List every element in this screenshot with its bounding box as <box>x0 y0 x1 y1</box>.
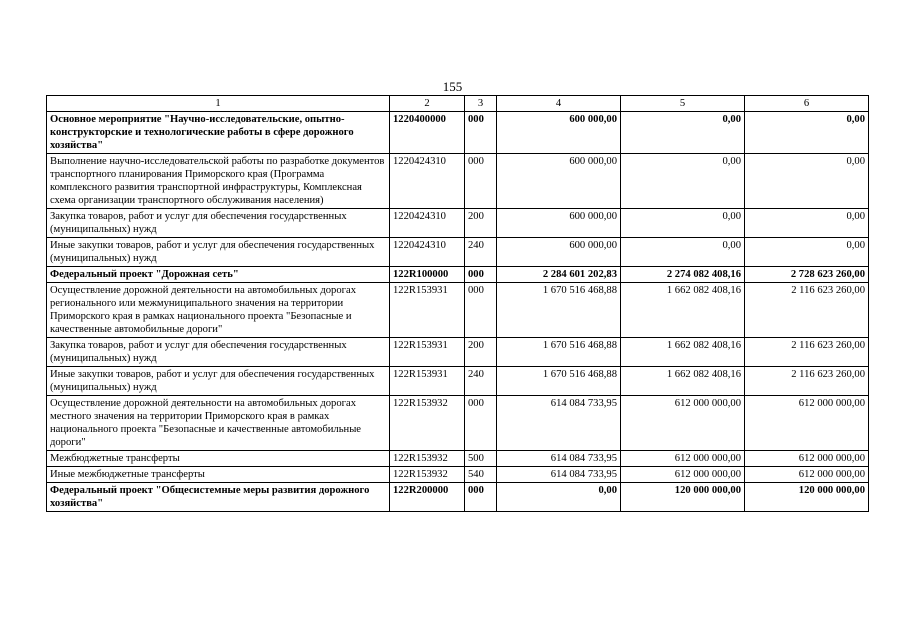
cell-year3: 0,00 <box>745 112 869 154</box>
cell-year1: 614 084 733,95 <box>497 451 621 467</box>
table-row <box>47 112 869 154</box>
cell-name: Осуществление дорожной деятельности на автомобильных дорогах регионального или межмуниципального значения на территории Приморского края в рамках национального проекта "Безопасные и качественные автомобильные дороги" <box>47 283 390 338</box>
cell-code: 122R153931 <box>390 338 465 367</box>
cell-year2: 1 662 082 408,16 <box>621 283 745 338</box>
cell-year3: 612 000 000,00 <box>745 396 869 451</box>
cell-name: Федеральный проект "Дорожная сеть" <box>47 267 390 283</box>
cell-type: 240 <box>465 238 497 267</box>
cell-year2: 612 000 000,00 <box>621 396 745 451</box>
table-row <box>47 367 869 396</box>
cell-year2: 120 000 000,00 <box>621 483 745 512</box>
table-row <box>47 209 869 238</box>
table-row <box>47 338 869 367</box>
cell-year1: 600 000,00 <box>497 112 621 154</box>
cell-year1: 614 084 733,95 <box>497 467 621 483</box>
cell-year3: 2 728 623 260,00 <box>745 267 869 283</box>
cell-year1: 1 670 516 468,88 <box>497 367 621 396</box>
cell-type: 000 <box>465 483 497 512</box>
cell-type: 200 <box>465 338 497 367</box>
header-row <box>47 96 869 112</box>
page-number: 155 <box>442 79 463 94</box>
cell-year1: 600 000,00 <box>497 209 621 238</box>
cell-name: Иные межбюджетные трансферты <box>47 467 390 483</box>
cell-code: 122R100000 <box>390 267 465 283</box>
cell-type: 200 <box>465 209 497 238</box>
header-cell-code: 2 <box>390 96 465 112</box>
cell-year3: 0,00 <box>745 154 869 209</box>
header-cell-year2: 5 <box>621 96 745 112</box>
cell-type: 000 <box>465 396 497 451</box>
header-cell-year1: 4 <box>497 96 621 112</box>
cell-year2: 1 662 082 408,16 <box>621 338 745 367</box>
header-cell-year3: 6 <box>745 96 869 112</box>
header-cell-name: 1 <box>47 96 390 112</box>
cell-year3: 0,00 <box>745 238 869 267</box>
table-row <box>47 283 869 338</box>
cell-year3: 120 000 000,00 <box>745 483 869 512</box>
cell-name: Закупка товаров, работ и услуг для обеспечения государственных (муниципальных) нужд <box>47 338 390 367</box>
cell-year2: 0,00 <box>621 112 745 154</box>
cell-type: 540 <box>465 467 497 483</box>
table-row <box>47 154 869 209</box>
cell-code: 1220424310 <box>390 209 465 238</box>
cell-code: 1220424310 <box>390 238 465 267</box>
cell-type: 000 <box>465 283 497 338</box>
cell-code: 122R153931 <box>390 367 465 396</box>
cell-name: Межбюджетные трансферты <box>47 451 390 467</box>
cell-code: 122R153932 <box>390 467 465 483</box>
cell-code: 122R153932 <box>390 451 465 467</box>
table-row <box>47 483 869 512</box>
cell-year2: 0,00 <box>621 238 745 267</box>
cell-year3: 0,00 <box>745 209 869 238</box>
cell-code: 122R153931 <box>390 283 465 338</box>
cell-year3: 612 000 000,00 <box>745 451 869 467</box>
header-cell-type: 3 <box>465 96 497 112</box>
table-row <box>47 238 869 267</box>
cell-code: 122R153932 <box>390 396 465 451</box>
cell-year1: 1 670 516 468,88 <box>497 338 621 367</box>
cell-year1: 600 000,00 <box>497 154 621 209</box>
cell-type: 500 <box>465 451 497 467</box>
table-row <box>47 451 869 467</box>
table-row <box>47 267 869 283</box>
cell-year2: 612 000 000,00 <box>621 467 745 483</box>
cell-year1: 614 084 733,95 <box>497 396 621 451</box>
cell-name: Основное мероприятие "Научно-исследовательские, опытно-конструкторские и технологические работы в сфере дорожного хозяйства" <box>47 112 390 154</box>
cell-year3: 2 116 623 260,00 <box>745 367 869 396</box>
cell-name: Иные закупки товаров, работ и услуг для обеспечения государственных (муниципальных) нужд <box>47 367 390 396</box>
cell-name: Выполнение научно-исследовательской работы по разработке документов транспортного планирования Приморского края (Программа комплексного развития транспортной инфраструктуры, Комплексная схема организации транспортного обслуживания населения) <box>47 154 390 209</box>
table-row <box>47 396 869 451</box>
cell-type: 000 <box>465 267 497 283</box>
cell-year1: 2 284 601 202,83 <box>497 267 621 283</box>
cell-year2: 2 274 082 408,16 <box>621 267 745 283</box>
cell-name: Закупка товаров, работ и услуг для обеспечения государственных (муниципальных) нужд <box>47 209 390 238</box>
cell-code: 1220424310 <box>390 154 465 209</box>
cell-year2: 612 000 000,00 <box>621 451 745 467</box>
budget-table <box>46 95 869 512</box>
cell-year2: 1 662 082 408,16 <box>621 367 745 396</box>
cell-type: 240 <box>465 367 497 396</box>
cell-code: 122R200000 <box>390 483 465 512</box>
cell-year3: 2 116 623 260,00 <box>745 338 869 367</box>
cell-year1: 0,00 <box>497 483 621 512</box>
cell-year3: 612 000 000,00 <box>745 467 869 483</box>
cell-year2: 0,00 <box>621 209 745 238</box>
cell-name: Иные закупки товаров, работ и услуг для обеспечения государственных (муниципальных) нужд <box>47 238 390 267</box>
cell-year3: 2 116 623 260,00 <box>745 283 869 338</box>
cell-year2: 0,00 <box>621 154 745 209</box>
cell-year1: 1 670 516 468,88 <box>497 283 621 338</box>
cell-type: 000 <box>465 154 497 209</box>
cell-name: Федеральный проект "Общесистемные меры развития дорожного хозяйства" <box>47 483 390 512</box>
cell-name: Осуществление дорожной деятельности на автомобильных дорогах местного значения на территории Приморского края в рамках национального проекта "Безопасные и качественные автомобильные дороги" <box>47 396 390 451</box>
cell-year1: 600 000,00 <box>497 238 621 267</box>
cell-code: 1220400000 <box>390 112 465 154</box>
cell-type: 000 <box>465 112 497 154</box>
table-row <box>47 467 869 483</box>
